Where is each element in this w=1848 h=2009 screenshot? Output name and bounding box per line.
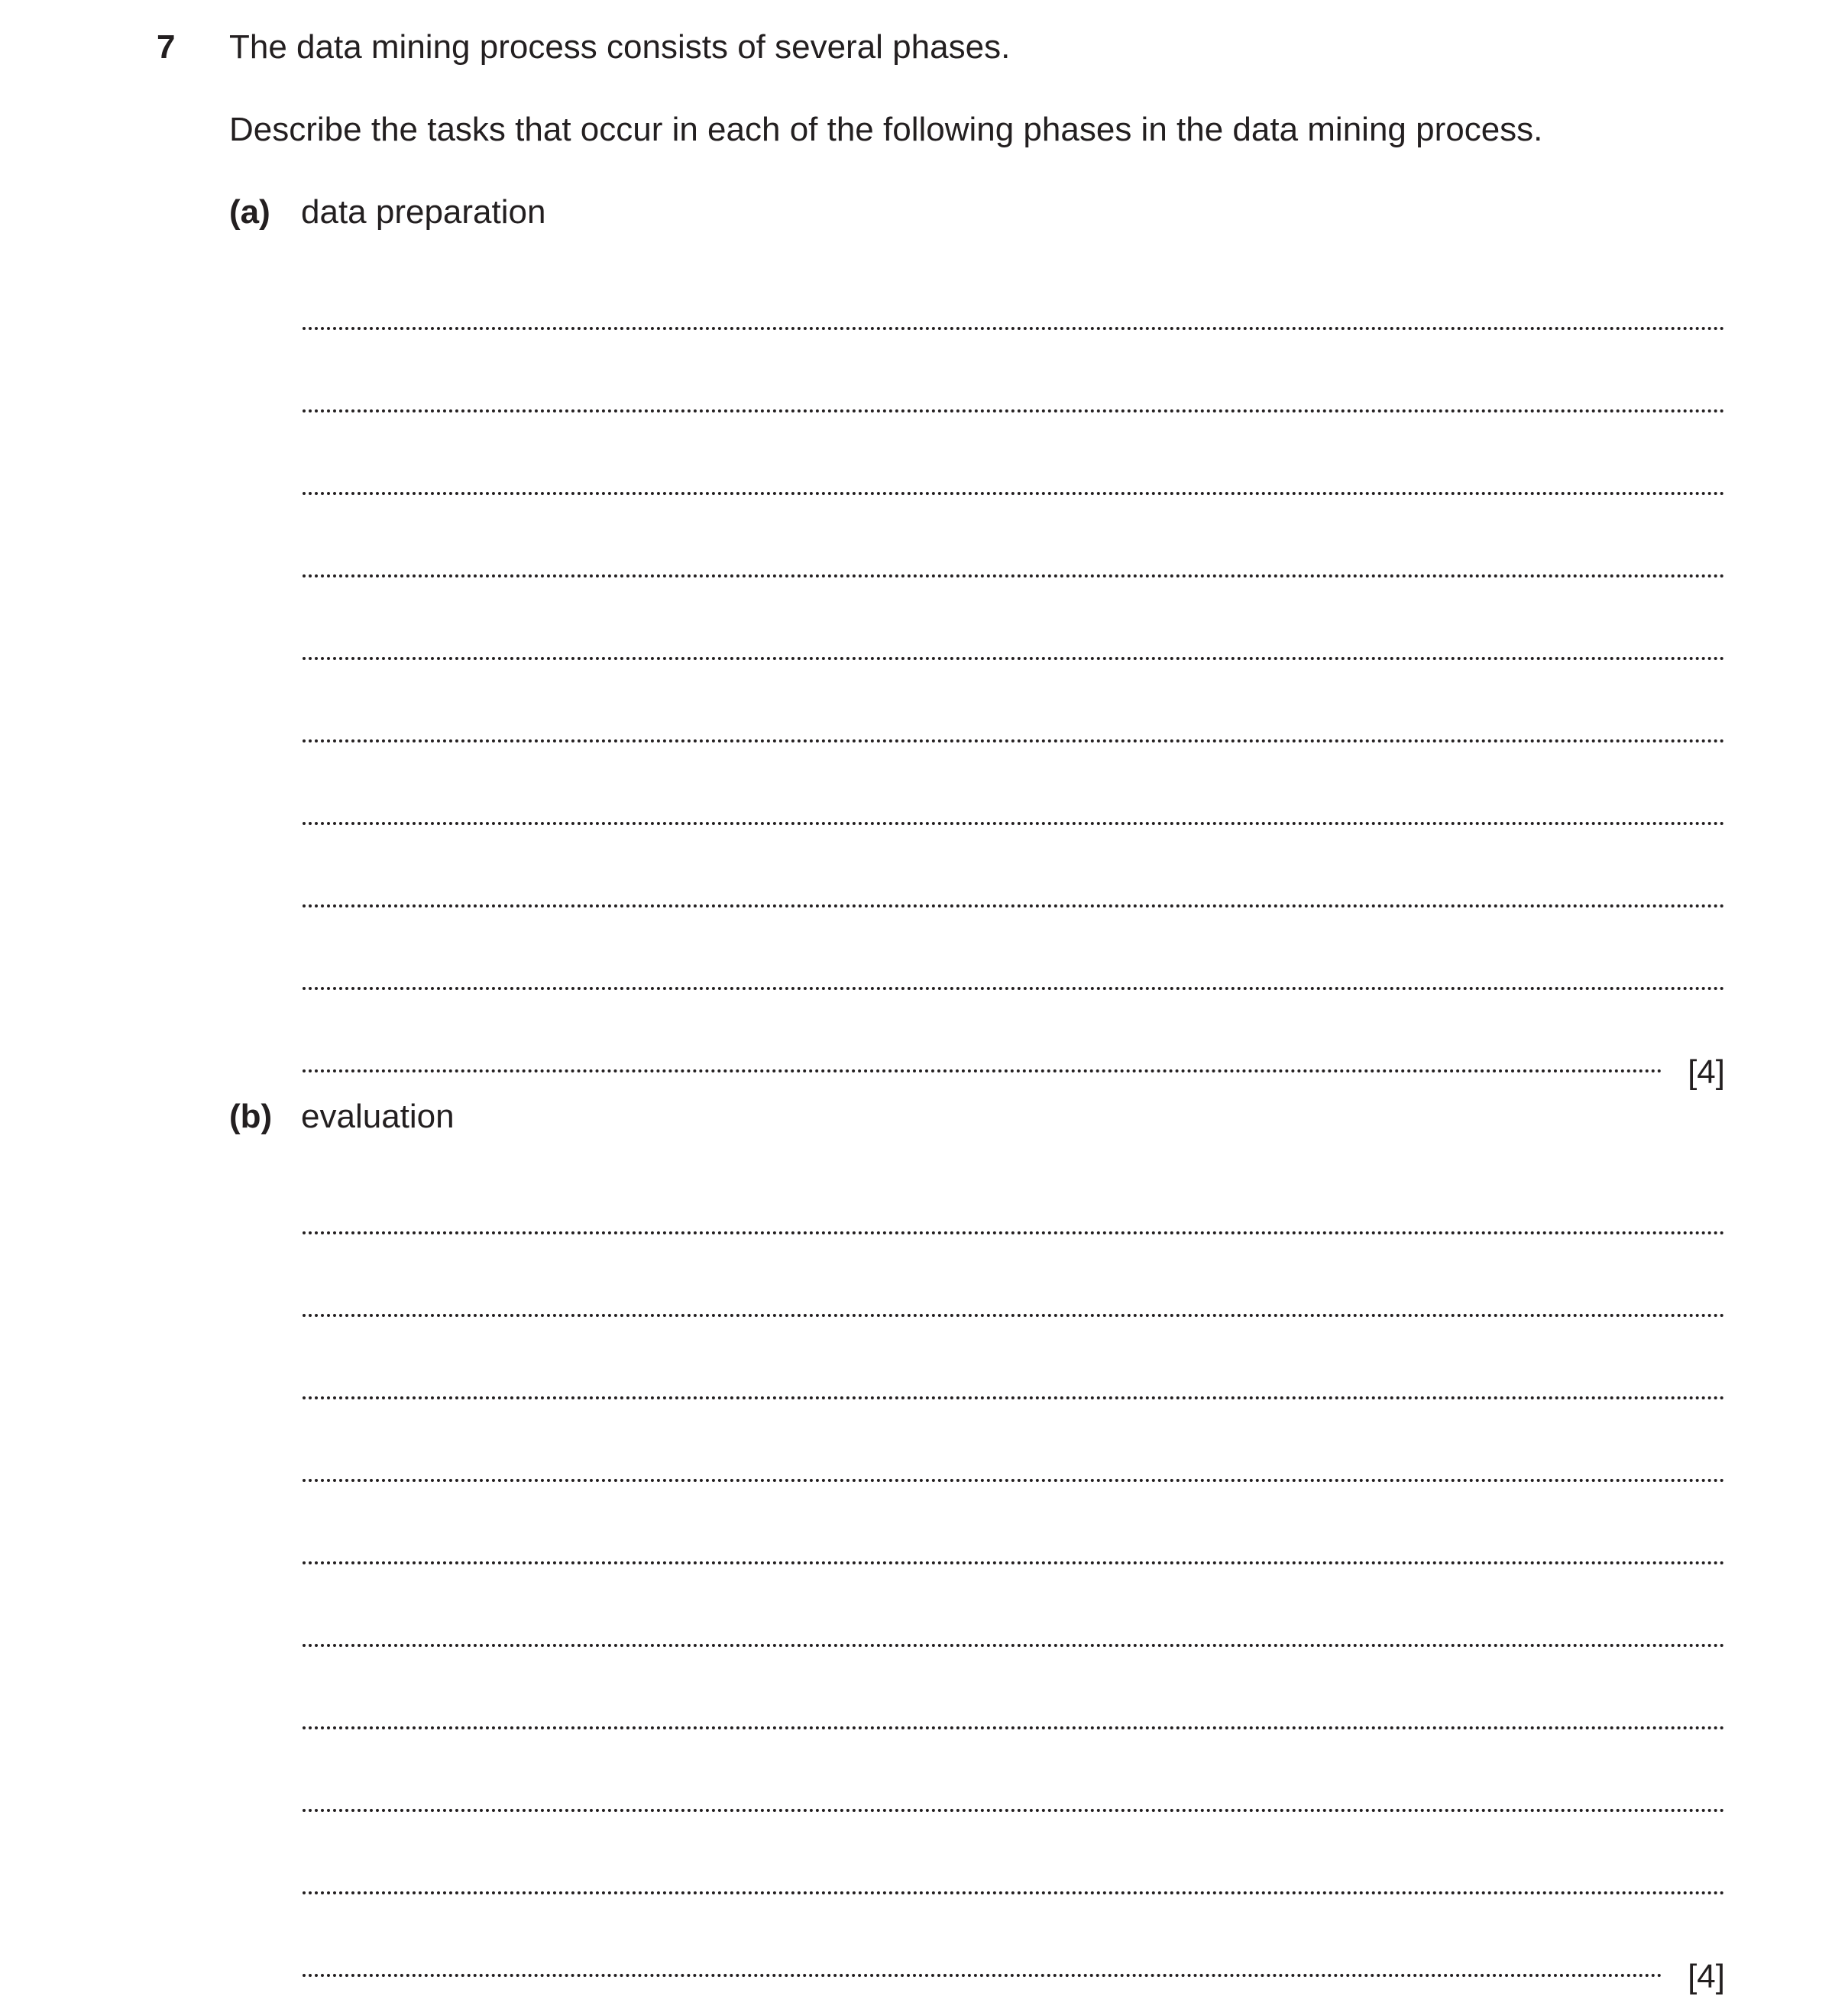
answer-line[interactable]: [303, 1676, 1725, 1758]
marks-allocation: [4]: [1688, 1958, 1725, 1995]
answer-line[interactable]: [303, 442, 1725, 524]
answer-line[interactable]: [303, 1758, 1725, 1841]
answer-line[interactable]: [303, 1263, 1725, 1346]
dotted-rule: [303, 492, 1725, 495]
question-number: 7: [157, 28, 176, 66]
answer-line[interactable]: [303, 607, 1725, 689]
dotted-rule: [303, 739, 1725, 742]
dotted-rule: [303, 1891, 1725, 1894]
dotted-rule: [303, 1396, 1725, 1399]
dotted-rule: [303, 1809, 1725, 1812]
part-b-answer-area: [303, 1181, 1725, 2006]
question-instruction: Describe the tasks that occur in each of the following phases in the data mining process.: [229, 111, 1543, 148]
part-a-text: data preparation: [301, 193, 546, 231]
answer-line[interactable]: [303, 1181, 1725, 1263]
part-a-answer-area: [303, 277, 1725, 1102]
answer-line[interactable]: [303, 1923, 1725, 2006]
answer-line[interactable]: [303, 689, 1725, 772]
marks-allocation: [4]: [1688, 1053, 1725, 1091]
dotted-rule: [303, 1561, 1725, 1564]
answer-line[interactable]: [303, 359, 1725, 442]
answer-line[interactable]: [303, 1346, 1725, 1428]
part-b-heading: [229, 1095, 455, 1138]
dotted-rule: [303, 1231, 1725, 1234]
dotted-rule: [303, 327, 1725, 330]
dotted-rule: [303, 574, 1725, 577]
dotted-rule: [303, 822, 1725, 825]
part-b-label: (b): [229, 1098, 273, 1135]
answer-line[interactable]: [303, 277, 1725, 359]
part-a-label: (a): [229, 193, 270, 231]
answer-line[interactable]: [303, 1593, 1725, 1676]
answer-line[interactable]: [303, 1841, 1725, 1923]
dotted-rule: [303, 1069, 1662, 1072]
answer-line[interactable]: [303, 1428, 1725, 1511]
answer-line[interactable]: [303, 524, 1725, 607]
dotted-rule: [303, 657, 1725, 660]
dotted-rule: [303, 1726, 1725, 1729]
dotted-rule: [303, 1644, 1725, 1647]
answer-line[interactable]: [303, 854, 1725, 937]
dotted-rule: [303, 904, 1725, 907]
question-stem: The data mining process consists of several phases.: [229, 28, 1011, 66]
dotted-rule: [303, 1974, 1662, 1977]
answer-line[interactable]: [303, 1019, 1725, 1102]
dotted-rule: [303, 1314, 1725, 1317]
dotted-rule: [303, 1479, 1725, 1482]
answer-line[interactable]: [303, 937, 1725, 1019]
answer-line[interactable]: [303, 1511, 1725, 1593]
answer-line[interactable]: [303, 772, 1725, 854]
dotted-rule: [303, 409, 1725, 412]
part-b-text: evaluation: [301, 1098, 455, 1135]
dotted-rule: [303, 987, 1725, 990]
part-a-heading: [229, 191, 545, 234]
